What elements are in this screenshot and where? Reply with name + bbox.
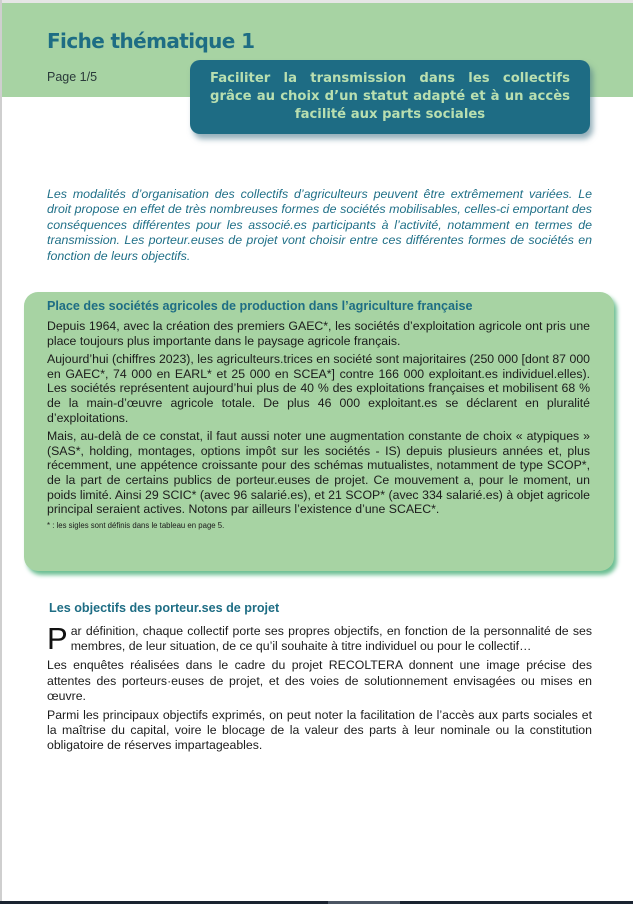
info-paragraph: Aujourd’hui (chiffres 2023), les agriculteurs.trices en société sont majoritaires (250 000 [dont 87 000 en GAEC*, 74 000 en EARL* et 25 000 en SCEA*] contre 166 000 exploitant.es individuel.elles). Les sociétés représentent aujourd’hui plus de 40 % des exploitations françaises et mobilisent 68 % de la main-d’œuvre agricole totale. De plus 46 000 exploitant.es se déclarent en pluralité d’exploitations.	[47, 352, 590, 425]
objectives-paragraph: Les enquêtes réalisées dans le cadre du projet RECOLTERA donnent une image précise des attentes des porteurs·euses de projet, et des voies de solutionnement envisagées ou mises en œuvre.	[47, 658, 592, 703]
intro-paragraph: Les modalités d’organisation des collectifs d’agriculteurs peuvent être extrêmement variées. Le droit propose en effet de très nombreuses formes de sociétés mobilisables, celles-ci emportant des conséquences différentes pour les associé.es participants à l’activité, notamment en termes de transmission. Les porteur.euses de projet vont choisir entre ces différentes formes de sociétés en fonction de leurs objectifs.	[47, 187, 592, 263]
objectives-paragraph	[47, 621, 592, 656]
page-left-edge	[0, 0, 2, 902]
page-indicator: Page 1/5	[47, 70, 98, 84]
document-title: Fiche thématique 1	[47, 29, 255, 53]
info-paragraph: Mais, au-delà de ce constat, il faut aussi noter une augmentation constante de choix « atypiques » (SAS*, holding, montages, options impôt sur les sociétés - IS) depuis plusieurs années et, plus récemment, une appétence croissante pour des schémas mutualistes, notamment de type SCOP*, de la part de certains publics de porteur.euses de projet. Ce mouvement a, pour le moment, un poids limité. Ainsi 29 SCIC* (avec 96 salarié.es), et 21 SCOP* (avec 334 salarié.es) à objet agricole principal seraient actives. Notons par ailleurs l’existence d’une SCAEC*.	[47, 429, 590, 517]
drop-cap: P	[47, 621, 68, 656]
info-paragraph: Depuis 1964, avec la création des premiers GAEC*, les sociétés d’exploitation agricole ont pris une place toujours plus importante dans le paysage agricole français.	[47, 319, 590, 348]
objectives-paragraph-text: ar définition, chaque collectif porte ses propres objectifs, en fonction de la personnalité de ses membres, de leur situation, de ce qu’il souhaite à titre individuel ou pour le collectif…	[70, 624, 592, 654]
title-box	[190, 60, 590, 134]
title-box-text: Faciliter la transmission dans les collectifs grâce au choix d’un statut adapté et à un accès facilité aux parts sociales	[210, 71, 570, 122]
info-box-body	[47, 319, 590, 532]
objectives-paragraph: Parmi les principaux objectifs exprimés, on peut noter la facilitation de l’accès aux parts sociales et la maîtrise du capital, voire le blocage de la valeur des parts à leur nominale ou la constitution obligatoire de réserves impartageables.	[47, 708, 592, 753]
section-body-objectives	[47, 621, 592, 758]
info-box	[24, 292, 614, 571]
section-title-objectives: Les objectifs des porteur.ses de projet	[49, 601, 280, 615]
info-box-title: Place des sociétés agricoles de production dans l’agriculture française	[47, 299, 473, 313]
info-footnote: * : les sigles sont définis dans le tableau en page 5.	[47, 520, 225, 530]
